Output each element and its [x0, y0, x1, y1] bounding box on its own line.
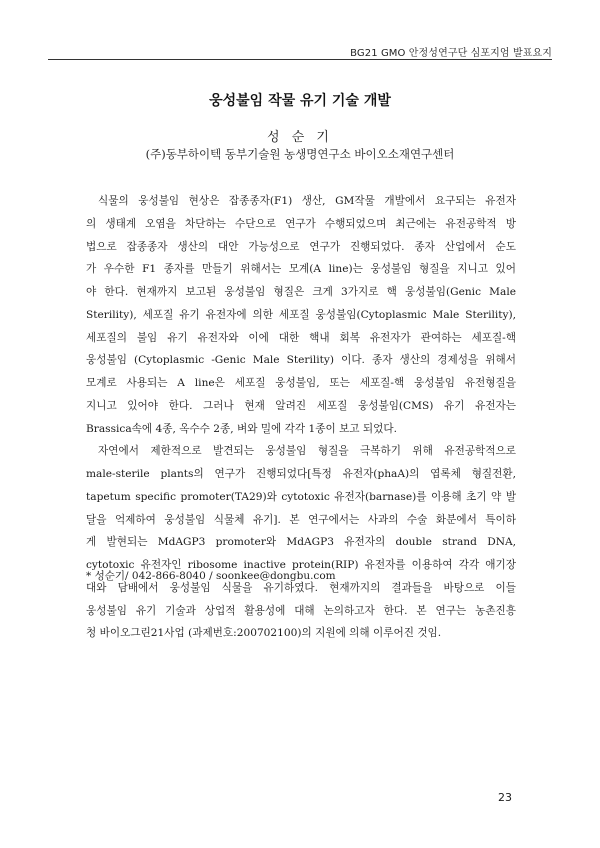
page-number: 23: [498, 791, 512, 804]
body-line: tapetum specific promoter(TA29)와 cytotoxic 유전자(barnase)를 이용해 초기 약 발: [86, 490, 516, 503]
body-line: 의 생태계 오염을 차단하는 수단으로 연구가 수행되었으며 최근에는 유전공학적 방: [86, 217, 516, 230]
body-line: 대와 담배에서 웅성불임 식물을 유기하였다. 현재까지의 결과들을 바탕으로 이들: [86, 581, 516, 594]
author-affiliation: (주)동부하이텍 동부기술원 농생명연구소 바이오소재연구센터: [145, 147, 455, 161]
body-line: 식물의 웅성불임 현상은 잡종종자(F1) 생산, GM작물 개발에서 요구되는 유전자: [98, 195, 516, 207]
body-line: 야 한다. 현재까지 보고된 웅성불임 형질은 크게 3가지로 핵 웅성불임(Genic Male: [86, 286, 516, 298]
body-line: 자연에서 제한적으로 발견되는 웅성불임 형질을 극복하기 위해 유전공학적으로: [98, 445, 516, 458]
running-header: BG21 GMO 안정성연구단 심포지엄 발표요지: [350, 48, 552, 59]
body-line: 세포질의 불임 유기 유전자와 이에 대한 핵내 회복 유전자가 관여하는 세포질-핵: [86, 331, 516, 344]
body-line: Sterility), 세포질 유기 유전자에 의한 세포질 웅성불임(Cytoplasmic Male Sterility),: [86, 308, 516, 321]
body-line: 웅성불임 유기 기술과 상업적 활용성에 대해 논의하고자 한다. 본 연구는 농촌진흥: [86, 604, 516, 617]
author-footnote: * 성순기/ 042-866-8040 / soonkee@dongbu.com: [86, 570, 336, 582]
author-name: 성 순 기: [267, 130, 333, 145]
body-line: 청 바이오그린21사업 (과제번호:200702100)의 지원에 의해 이루어진 것임.: [86, 627, 442, 640]
body-line: 웅성불임 (Cytoplasmic -Genic Male Sterility) 이다. 종자 생산의 경제성을 위해서: [86, 354, 516, 367]
body-line: 지니고 있어야 한다. 그러나 현재 알려진 세포질 웅성불임(CMS) 유기 유전자는: [86, 399, 516, 412]
header-rule: [48, 59, 552, 60]
body-line: 가 우수한 F1 종자를 만들기 위해서는 모계(A line)는 웅성불임 형질을 지니고 있어: [86, 263, 516, 276]
body-line: 게 발현되는 MdAGP3 promoter와 MdAGP3 유전자의 double strand DNA,: [86, 536, 516, 549]
body-line: male-sterile plants의 연구가 진행되었다[특정 유전자(phaA)의 엽록체 형질전환,: [86, 468, 516, 480]
body-line: 법으로 잡종종자 생산의 대안 가능성으로 연구가 진행되었다. 종자 산업에서 순도: [86, 240, 516, 253]
paper-title: 웅성불임 작물 유기 기술 개발: [209, 93, 391, 109]
body-line: 모계로 사용되는 A line은 세포질 웅성불임, 또는 세포질-핵 웅성불임 유전형질을: [86, 377, 516, 389]
body-line: Brassica속에 4종, 옥수수 2종, 벼와 밀에 각각 1종이 보고 되었다.: [86, 422, 397, 435]
body-line: cytotoxic 유전자인 ribosome inactive protein(RIP) 유전자를 이용하여 각각 애기장: [86, 559, 516, 571]
body-line: 달을 억제하여 웅성불임 식물체 유기]. 본 연구에서는 사과의 수술 화분에서 특이하: [86, 513, 516, 526]
